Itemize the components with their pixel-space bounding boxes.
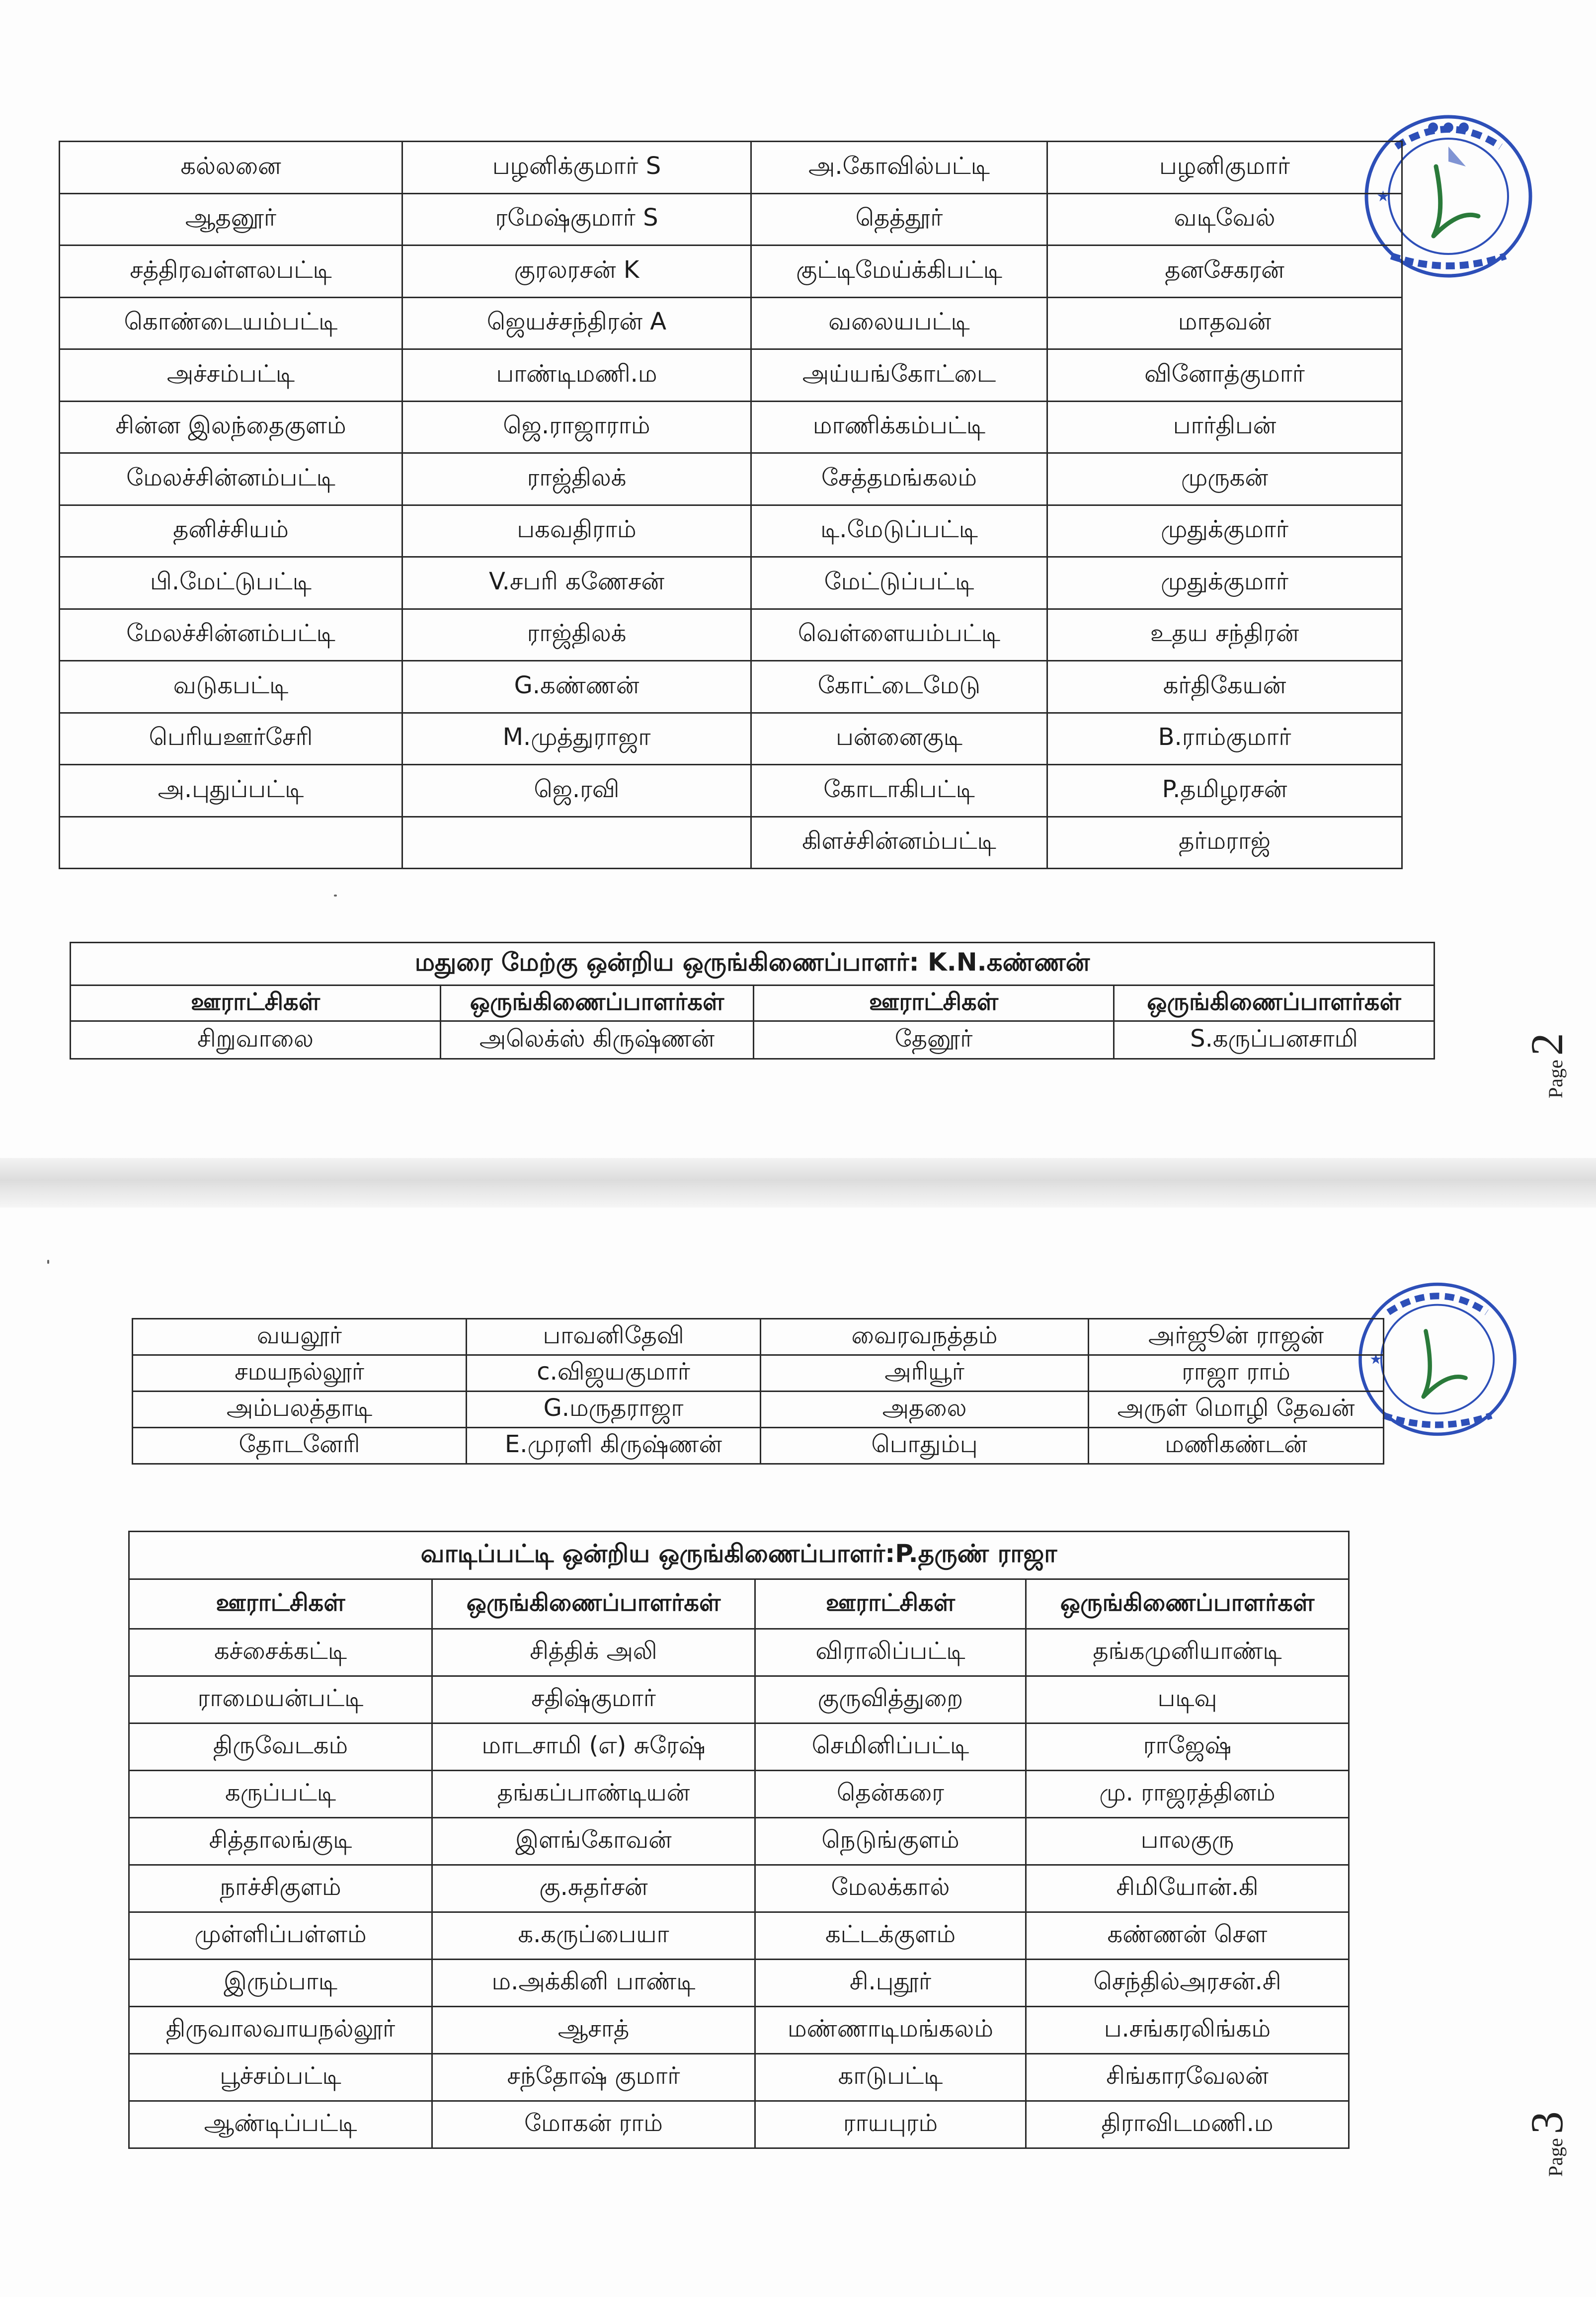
panchayat-cell: ராமையன்பட்டி — [129, 1676, 432, 1723]
coordinator-cell: சிங்காரவேலன் — [1026, 2054, 1349, 2101]
coordinator-cell: பகவதிராம் — [402, 505, 751, 557]
coordinator-cell: ராஜ்திலக் — [402, 453, 751, 505]
coordinator-cell: ப.சங்கரலிங்கம் — [1026, 2007, 1349, 2054]
panchayat-cell: சி.புதூர் — [755, 1960, 1026, 2007]
table-row — [60, 609, 1402, 661]
panchayat-cell: ஆண்டிப்பட்டி — [129, 2101, 432, 2148]
table-title: மதுரை மேற்கு ஒன்றிய ஒருங்கிணைப்பாளர்: K.N.கண்ணன் — [71, 943, 1435, 985]
coordinator-cell: வினோத்குமார் — [1047, 349, 1402, 402]
panchayat-cell: வெள்ளையம்பட்டி — [751, 609, 1047, 661]
coordinator-cell: மாதவன் — [1047, 297, 1402, 349]
panchayat-cell — [60, 817, 402, 869]
coordinator-cell: திராவிடமணி.ம — [1026, 2101, 1349, 2148]
coordinator-cell: P.தமிழரசன் — [1047, 765, 1402, 817]
table-row — [60, 401, 1402, 453]
coordinator-cell: அருள் மொழி தேவன் — [1089, 1392, 1384, 1428]
coordinator-cell: கண்ணன் செள — [1026, 1912, 1349, 1960]
coordinator-cell: அலெக்ஸ் கிருஷ்ணன் — [441, 1021, 754, 1059]
coordinator-cell: ஜெ.ராஜாராம் — [402, 401, 751, 453]
coordinator-cell: B.ராம்குமார் — [1047, 713, 1402, 765]
panchayat-cell: இரும்பாடி — [129, 1960, 432, 2007]
coordinator-cell: க.கருப்பையா — [432, 1912, 755, 1960]
coordinator-cell: c.விஜயகுமார் — [467, 1355, 761, 1392]
table-row — [60, 142, 1402, 194]
table-row — [60, 505, 1402, 557]
panchayat-cell: சிறுவாலை — [71, 1021, 441, 1059]
panchayat-cell: சித்தாலங்குடி — [129, 1818, 432, 1865]
coordinator-cell: சதிஷ்குமார் — [432, 1676, 755, 1723]
table-row — [60, 193, 1402, 246]
panchayat-cell: பொதும்பு — [761, 1428, 1089, 1464]
panchayat-cell: கொண்டையம்பட்டி — [60, 297, 402, 349]
table-row — [71, 1021, 1435, 1059]
panchayat-cell: முள்ளிப்பள்ளம் — [129, 1912, 432, 1960]
coordinator-cell: தனசேகரன் — [1047, 246, 1402, 298]
panchayat-cell: அதலை — [761, 1392, 1089, 1428]
page-number-label — [1520, 979, 1570, 1098]
coordinator-cell: தங்கமுனியாண்டி — [1026, 1629, 1349, 1676]
coordinator-cell: G.கண்ணன் — [402, 661, 751, 713]
svg-text:★: ★ — [1369, 1351, 1382, 1368]
coordinator-cell: கர்திகேயன் — [1047, 661, 1402, 713]
coordinator-cell: படிவு — [1026, 1676, 1349, 1723]
panchayat-cell: சின்ன இலந்தைகுளம் — [60, 401, 402, 453]
panchayat-cell: அம்பலத்தாடி — [133, 1392, 467, 1428]
panchayat-cell: சேத்தமங்கலம் — [751, 453, 1047, 505]
coordinator-cell: பார்திபன் — [1047, 401, 1402, 453]
svg-text:★: ★ — [1376, 188, 1390, 205]
panchayat-cell: கருப்பட்டி — [129, 1771, 432, 1818]
panchayat-cell: சத்திரவள்ளலபட்டி — [60, 246, 402, 298]
panchayat-cell: டி.மேடுப்பட்டி — [751, 505, 1047, 557]
panchayat-cell: தோடனேரி — [133, 1428, 467, 1464]
column-header: ஒருங்கிணைப்பாளர்கள் — [1026, 1579, 1349, 1629]
coordinator-table-continued — [59, 141, 1403, 869]
coordinator-cell: கு.சுதர்சன் — [432, 1865, 755, 1912]
page-word: Page — [1544, 1060, 1567, 1098]
svg-text:● ● ●: ● ● ● — [1427, 119, 1470, 134]
coordinator-cell: வடிவேல் — [1047, 193, 1402, 246]
column-header: ஊராட்சிகள் — [754, 985, 1114, 1021]
coordinator-cell: ம.அக்கினி பாண்டி — [432, 1960, 755, 2007]
document-page-3 — [0, 1208, 1596, 2297]
panchayat-cell: மேலச்சின்னம்பட்டி — [60, 609, 402, 661]
coordinator-cell: V.சபரி கணேசன் — [402, 557, 751, 609]
table-row — [129, 1629, 1349, 1676]
panchayat-cell: மாணிக்கம்பட்டி — [751, 401, 1047, 453]
coordinator-cell: ராஜேஷ் — [1026, 1723, 1349, 1771]
coordinator-cell: ஜெ.ரவி — [402, 765, 751, 817]
table-row — [129, 1865, 1349, 1912]
coordinator-cell: E.முரளி கிருஷ்ணன் — [467, 1428, 761, 1464]
coordinator-cell: மாடசாமி (எ) சுரேஷ் — [432, 1723, 755, 1771]
coordinator-cell: அர்ஜூன் ராஜன் — [1089, 1319, 1384, 1355]
table-row — [133, 1428, 1384, 1464]
panchayat-cell: மேலக்கால் — [755, 1865, 1026, 1912]
table-row — [129, 2007, 1349, 2054]
column-header: ஒருங்கிணைப்பாளர்கள் — [432, 1579, 755, 1629]
coordinator-cell: சந்தோஷ் குமார் — [432, 2054, 755, 2101]
panchayat-cell: கல்லனை — [60, 142, 402, 194]
coordinator-cell: இளங்கோவன் — [432, 1818, 755, 1865]
panchayat-cell: குட்டிமேய்க்கிபட்டி — [751, 246, 1047, 298]
table-row — [60, 765, 1402, 817]
panchayat-cell: தேனூர் — [754, 1021, 1114, 1059]
panchayat-cell: செமினிப்பட்டி — [755, 1723, 1026, 1771]
column-header: ஊராட்சிகள் — [129, 1579, 432, 1629]
page-word: Page — [1544, 2138, 1567, 2177]
coordinator-cell: செந்தில்அரசன்.சி — [1026, 1960, 1349, 2007]
table-row — [60, 246, 1402, 298]
panchayat-cell: மண்ணாடிமங்கலம் — [755, 2007, 1026, 2054]
table-row — [129, 2101, 1349, 2148]
column-header: ஒருங்கிணைப்பாளர்கள் — [441, 985, 754, 1021]
panchayat-cell: கிளச்சின்னம்பட்டி — [751, 817, 1047, 869]
table-row — [129, 1723, 1349, 1771]
panchayat-cell: தனிச்சியம் — [60, 505, 402, 557]
column-header: ஊராட்சிகள் — [71, 985, 441, 1021]
coordinator-cell: சித்திக் அலி — [432, 1629, 755, 1676]
panchayat-cell: மேலச்சின்னம்பட்டி — [60, 453, 402, 505]
coordinator-cell: சிமியோன்.கி — [1026, 1865, 1349, 1912]
panchayat-cell: திருவாலவாயநல்லூர் — [129, 2007, 432, 2054]
coordinator-table-continued — [132, 1318, 1384, 1465]
panchayat-cell: வடுகபட்டி — [60, 661, 402, 713]
table-row — [60, 297, 1402, 349]
coordinator-cell: ஜெயச்சந்திரன் A — [402, 297, 751, 349]
coordinator-cell: S.கருப்பனசாமி — [1114, 1021, 1435, 1059]
coordinator-cell: M.முத்துராஜா — [402, 713, 751, 765]
panchayat-cell: கச்சைக்கட்டி — [129, 1629, 432, 1676]
coordinator-cell: மணிகண்டன் — [1089, 1428, 1384, 1464]
table-row — [129, 1912, 1349, 1960]
panchayat-cell: ராயபுரம் — [755, 2101, 1026, 2148]
coordinator-cell: பாண்டிமணி.ம — [402, 349, 751, 402]
table-row — [129, 1676, 1349, 1723]
panchayat-cell: கோட்டைமேடு — [751, 661, 1047, 713]
coordinator-cell: உதய சந்திரன் — [1047, 609, 1402, 661]
table-row — [129, 1771, 1349, 1818]
coordinator-cell: முருகன் — [1047, 453, 1402, 505]
page-number-label — [1520, 2057, 1570, 2177]
coordinator-cell: பாவனிதேவி — [467, 1319, 761, 1355]
coordinator-cell: ரமேஷ்குமார் S — [402, 193, 751, 246]
coordinator-cell: பழனிகுமார் — [1047, 142, 1402, 194]
panchayat-cell: திருவேடகம் — [129, 1723, 432, 1771]
table-title: வாடிப்பட்டி ஒன்றிய ஒருங்கிணைப்பாளர்:P.தருண் ராஜா — [129, 1532, 1349, 1579]
page-number: 3 — [1521, 2111, 1572, 2134]
coordinator-cell: முதுக்குமார் — [1047, 557, 1402, 609]
panchayat-cell: மேட்டுப்பட்டி — [751, 557, 1047, 609]
panchayat-cell: பி.மேட்டுபட்டி — [60, 557, 402, 609]
panchayat-cell: சமயநல்லூர் — [133, 1355, 467, 1392]
panchayat-cell: நாச்சிகுளம் — [129, 1865, 432, 1912]
madurai-west-table — [70, 942, 1435, 1060]
coordinator-cell: பாலகுரு — [1026, 1818, 1349, 1865]
coordinator-cell — [402, 817, 751, 869]
coordinator-cell: பழனிக்குமார் S — [402, 142, 751, 194]
panchayat-cell: ஆதனூர் — [60, 193, 402, 246]
page-number: 2 — [1521, 1033, 1572, 1056]
panchayat-cell: குருவித்துறை — [755, 1676, 1026, 1723]
page-separator — [0, 1158, 1596, 1208]
table-row — [133, 1319, 1384, 1355]
coordinator-cell: மோகன் ராம் — [432, 2101, 755, 2148]
table-row — [60, 557, 1402, 609]
coordinator-cell: ராஜ்திலக் — [402, 609, 751, 661]
table-row — [60, 817, 1402, 869]
table-row — [60, 453, 1402, 505]
panchayat-cell: கோடாகிபட்டி — [751, 765, 1047, 817]
panchayat-cell: பெரியஊர்சேரி — [60, 713, 402, 765]
panchayat-cell: நெடுங்குளம் — [755, 1818, 1026, 1865]
panchayat-cell: பூச்சம்பட்டி — [129, 2054, 432, 2101]
panchayat-cell: அ.கோவில்பட்டி — [751, 142, 1047, 194]
table-row — [129, 2054, 1349, 2101]
panchayat-cell: அய்யங்கோட்டை — [751, 349, 1047, 402]
vadipatti-table — [128, 1531, 1350, 2149]
coordinator-cell: தர்மராஜ் — [1047, 817, 1402, 869]
panchayat-cell: வலையபட்டி — [751, 297, 1047, 349]
table-row — [60, 661, 1402, 713]
panchayat-cell: காடுபட்டி — [755, 2054, 1026, 2101]
panchayat-cell: அரியூர் — [761, 1355, 1089, 1392]
panchayat-cell: வைரவநத்தம் — [761, 1319, 1089, 1355]
table-row — [60, 713, 1402, 765]
panchayat-cell: பன்னைகுடி — [751, 713, 1047, 765]
table-row — [129, 1960, 1349, 2007]
panchayat-cell: தென்கரை — [755, 1771, 1026, 1818]
column-header: ஒருங்கிணைப்பாளர்கள் — [1114, 985, 1435, 1021]
panchayat-cell: விராலிப்பட்டி — [755, 1629, 1026, 1676]
table-row — [133, 1355, 1384, 1392]
coordinator-cell: தங்கப்பாண்டியன் — [432, 1771, 755, 1818]
table-row — [133, 1392, 1384, 1428]
table-row — [60, 349, 1402, 402]
coordinator-cell: G.மருதராஜா — [467, 1392, 761, 1428]
coordinator-cell: குரலரசன் K — [402, 246, 751, 298]
coordinator-cell: ராஜா ராம் — [1089, 1355, 1384, 1392]
table-row — [129, 1818, 1349, 1865]
column-header: ஊராட்சிகள் — [755, 1579, 1026, 1629]
panchayat-cell: வயலூர் — [133, 1319, 467, 1355]
panchayat-cell: கட்டக்குளம் — [755, 1912, 1026, 1960]
panchayat-cell: அ.புதுப்பட்டி — [60, 765, 402, 817]
panchayat-cell: தெத்தூர் — [751, 193, 1047, 246]
coordinator-cell: மு. ராஜரத்தினம் — [1026, 1771, 1349, 1818]
coordinator-cell: ஆசாத் — [432, 2007, 755, 2054]
coordinator-cell: முதுக்குமார் — [1047, 505, 1402, 557]
panchayat-cell: அச்சம்பட்டி — [60, 349, 402, 402]
